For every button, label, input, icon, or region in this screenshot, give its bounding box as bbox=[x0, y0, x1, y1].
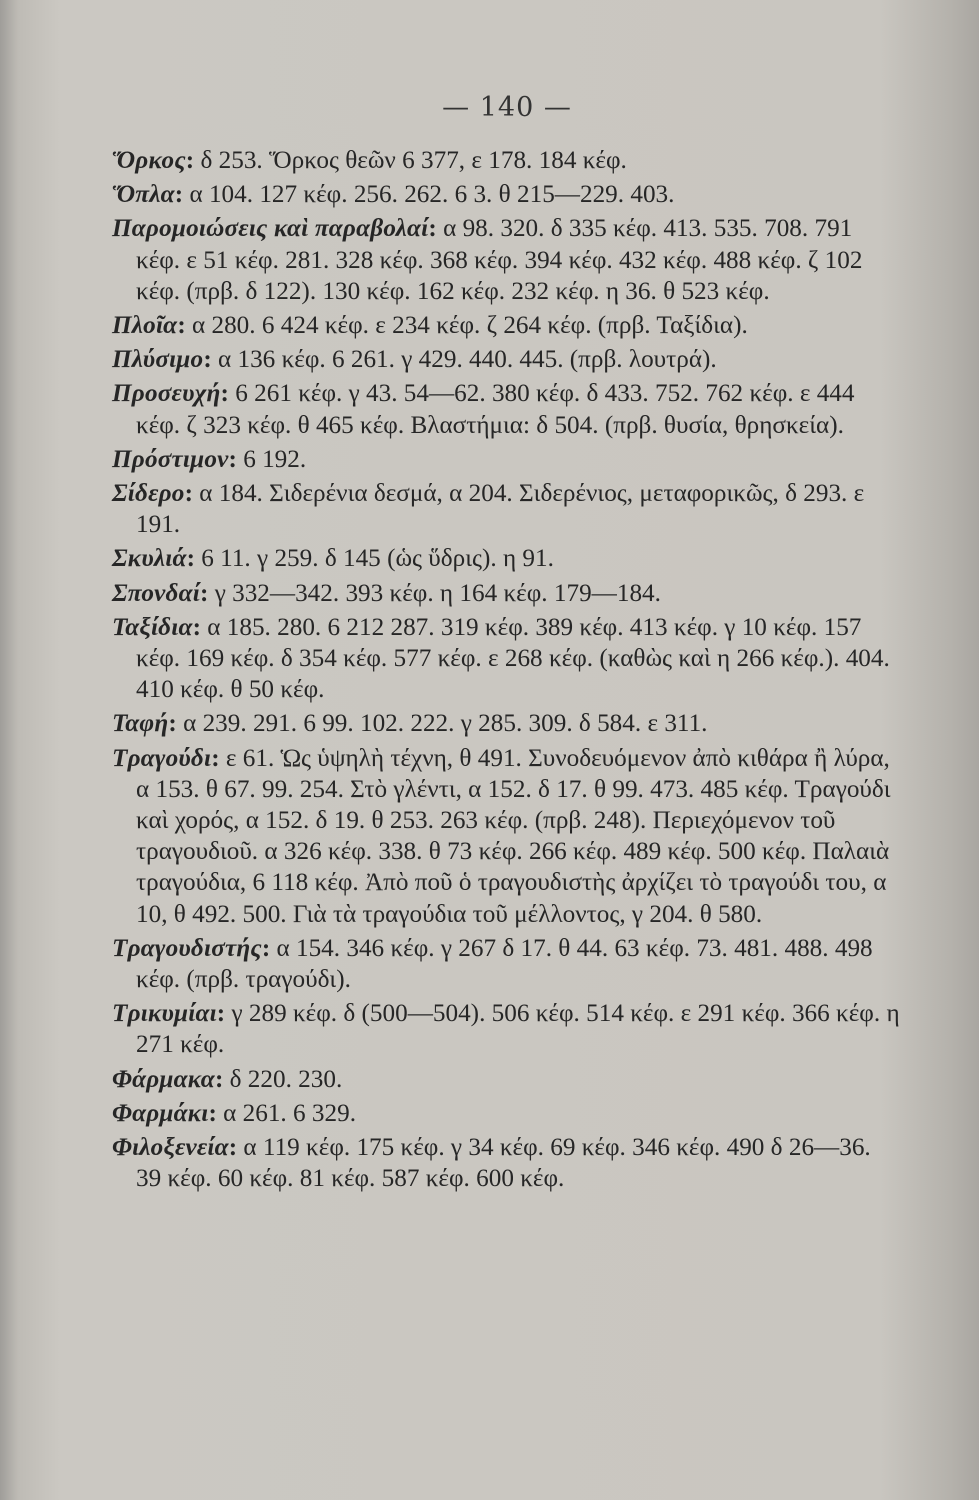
index-references: α 104. 127 κέφ. 256. 262. 6 3. θ 215—229. 403. bbox=[189, 181, 675, 209]
index-term: Ὅπλα bbox=[112, 181, 175, 209]
index-entry: Τραγούδι: ε 61. Ὡς ὑψηλὴ τέχνη, θ 491. Συνοδευόμενον ἀπὸ κιθάρα ἢ λύρα, α 153. θ 67. 99. 254. Στὸ γλέντι, α 152. δ 17. θ 99. 473. 485 κέφ. Τραγούδι καὶ χορός, α 152. δ 19. θ 253. 263 κέφ. (πρβ. 248). Περιεχόμενον τοῦ τραγουδιοῦ. α 326 κέφ. 338. θ 73 κέφ. 266 κέφ. 489 κέφ. 500 κέφ. Παλαιὰ τραγούδια, 6 118 κέφ. Ἀπὸ ποῦ ὁ τραγουδιστὴς ἀρχίζει τὸ τραγούδι του, α 10, θ 492. 500. Γιὰ τὰ τραγούδια τοῦ μέλλοντος, γ 204. θ 580. bbox=[112, 744, 891, 928]
index-term: Τραγούδι bbox=[112, 744, 212, 772]
index-entry: Ταφή: α 239. 291. 6 99. 102. 222. γ 285. 309. δ 584. ε 311. bbox=[112, 710, 708, 738]
page-content bbox=[112, 92, 902, 1198]
index-term: Ταξίδια bbox=[112, 613, 193, 641]
index-entry: Σκυλιά: 6 11. γ 259. δ 145 (ὡς ὕδρις). η 91. bbox=[112, 545, 554, 573]
index-references: γ 332—342. 393 κέφ. η 164 κέφ. 179—184. bbox=[214, 579, 661, 607]
index-term: Πρόστιμον bbox=[112, 445, 229, 473]
index-entry: Τραγουδιστής: α 154. 346 κέφ. γ 267 δ 17. θ 44. 63 κέφ. 73. 481. 488. 498 κέφ. (πρβ. τραγούδι). bbox=[112, 934, 873, 994]
index-entry: Ὅπλα: α 104. 127 κέφ. 256. 262. 6 3. θ 215—229. 403. bbox=[112, 181, 675, 209]
index-entry: Παρομοιώσεις καὶ παραβολαί: α 98. 320. δ 335 κέφ. 413. 535. 708. 791 κέφ. ε 51 κέφ. 281. 328 κέφ. 368 κέφ. 394 κέφ. 432 κέφ. 488 κέφ. ζ 102 κέφ. (πρβ. δ 122). 130 κέφ. 162 κέφ. 232 κέφ. η 36. θ 523 κέφ. bbox=[112, 215, 863, 305]
index-term: Σίδερο bbox=[112, 480, 185, 508]
index-references: α 136 κέφ. 6 261. γ 429. 440. 445. (πρβ. λουτρά). bbox=[218, 346, 717, 374]
index-entries bbox=[112, 145, 902, 1195]
index-references: γ 289 κέφ. δ (500—504). 506 κέφ. 514 κέφ. ε 291 κέφ. 366 κέφ. η 271 κέφ. bbox=[136, 1000, 900, 1059]
index-entry: Πλοῖα: α 280. 6 424 κέφ. ε 234 κέφ. ζ 264 κέφ. (πρβ. Ταξίδια). bbox=[112, 312, 748, 340]
index-term: Προσευχή bbox=[112, 380, 221, 408]
index-term: Φαρμάκι bbox=[112, 1099, 209, 1127]
index-term: Τρικυμίαι bbox=[112, 1000, 217, 1028]
index-term: Σκυλιά bbox=[112, 545, 187, 573]
index-entry: Ὅρκος: δ 253. Ὅρκος θεῶν 6 377, ε 178. 184 κέφ. bbox=[112, 147, 627, 174]
index-term: Τραγουδιστής bbox=[112, 934, 262, 962]
index-entry: Σπονδαί: γ 332—342. 393 κέφ. η 164 κέφ. 179—184. bbox=[112, 579, 661, 607]
index-references: α 98. 320. δ 335 κέφ. 413. 535. 708. 791 κέφ. ε 51 κέφ. 281. 328 κέφ. 368 κέφ. 394 κέφ. 432 κέφ. 488 κέφ. ζ 102 κέφ. (πρβ. δ 122). 130 κέφ. 162 κέφ. 232 κέφ. η 36. θ 523 κέφ. bbox=[136, 215, 863, 305]
index-references: α 261. 6 329. bbox=[223, 1099, 356, 1127]
index-term: Φιλοξενεία bbox=[112, 1134, 229, 1162]
index-references: α 185. 280. 6 212 287. 319 κέφ. 389 κέφ. 413 κέφ. γ 10 κέφ. 157 κέφ. 169 κέφ. δ 354 κέφ. 577 κέφ. ε 268 κέφ. (καθὼς καὶ η 266 κέφ.). 404. 410 κέφ. θ 50 κέφ. bbox=[136, 613, 890, 704]
index-references: ε 61. Ὡς ὑψηλὴ τέχνη, θ 491. Συνοδευόμενον ἀπὸ κιθάρα ἢ λύρα, α 153. θ 67. 99. 254. Στὸ γλέντι, α 152. δ 17. θ 99. 473. 485 κέφ. Τραγούδι καὶ χορός, α 152. δ 19. θ 253. 263 κέφ. (πρβ. 248). Περιεχόμενον τοῦ τραγουδιοῦ. α 326 κέφ. 338. θ 73 κέφ. 266 κέφ. 489 κέφ. 500 κέφ. Παλαιὰ τραγούδια, 6 118 κέφ. Ἀπὸ ποῦ ὁ τραγουδιστὴς ἀρχίζει τὸ τραγούδι του, α 10, θ 492. 500. Γιὰ τὰ τραγούδια τοῦ μέλλοντος, γ 204. θ 580. bbox=[136, 744, 891, 928]
index-references: δ 253. Ὅρκος θεῶν 6 377, ε 178. 184 κέφ. bbox=[200, 147, 627, 174]
index-term: Πλύσιμο bbox=[112, 346, 204, 374]
index-entry: Προσευχή: 6 261 κέφ. γ 43. 54—62. 380 κέφ. δ 433. 752. 762 κέφ. ε 444 κέφ. ζ 323 κέφ. θ 465 κέφ. Βλαστήμια: δ 504. (πρβ. θυσία, θρησκεία). bbox=[112, 380, 855, 439]
index-references: 6 11. γ 259. δ 145 (ὡς ὕδρις). η 91. bbox=[201, 545, 554, 573]
index-entry: Πρόστιμον: 6 192. bbox=[112, 445, 307, 473]
index-term: Φάρμακα bbox=[112, 1065, 215, 1093]
index-term: Παρομοιώσεις καὶ παραβολαί bbox=[112, 215, 429, 243]
index-entry: Φαρμάκι: α 261. 6 329. bbox=[112, 1099, 356, 1127]
index-references: α 184. Σιδερένια δεσμά, α 204. Σιδερένιος, μεταφορικῶς, δ 293. ε 191. bbox=[136, 480, 865, 539]
index-references: α 239. 291. 6 99. 102. 222. γ 285. 309. δ 584. ε 311. bbox=[183, 710, 708, 738]
index-entry: Φάρμακα: δ 220. 230. bbox=[112, 1065, 343, 1093]
index-entry: Πλύσιμο: α 136 κέφ. 6 261. γ 429. 440. 445. (πρβ. λουτρά). bbox=[112, 346, 717, 374]
index-entry: Ταξίδια: α 185. 280. 6 212 287. 319 κέφ. 389 κέφ. 413 κέφ. γ 10 κέφ. 157 κέφ. 169 κέφ. δ 354 κέφ. 577 κέφ. ε 268 κέφ. (καθὼς καὶ η 266 κέφ.). 404. 410 κέφ. θ 50 κέφ. bbox=[112, 613, 890, 704]
index-term: Ταφή bbox=[112, 710, 169, 738]
index-references: α 280. 6 424 κέφ. ε 234 κέφ. ζ 264 κέφ. (πρβ. Ταξίδια). bbox=[192, 312, 748, 340]
index-references: 6 192. bbox=[243, 445, 307, 473]
index-term: Πλοῖα bbox=[112, 312, 178, 340]
page-number: — 140 — bbox=[442, 92, 572, 123]
index-term: Ὅρκος bbox=[112, 147, 186, 174]
index-references: δ 220. 230. bbox=[229, 1065, 343, 1093]
index-references: α 119 κέφ. 175 κέφ. γ 34 κέφ. 69 κέφ. 346 κέφ. 490 δ 26—36. 39 κέφ. 60 κέφ. 81 κέφ. 587 κέφ. 600 κέφ. bbox=[136, 1134, 871, 1193]
index-term: Σπονδαί bbox=[112, 579, 200, 607]
index-references: α 154. 346 κέφ. γ 267 δ 17. θ 44. 63 κέφ. 73. 481. 488. 498 κέφ. (πρβ. τραγούδι). bbox=[136, 934, 873, 994]
index-references: 6 261 κέφ. γ 43. 54—62. 380 κέφ. δ 433. 752. 762 κέφ. ε 444 κέφ. ζ 323 κέφ. θ 465 κέφ. Βλαστήμια: δ 504. (πρβ. θυσία, θρησκεία). bbox=[136, 380, 855, 439]
index-entry: Τρικυμίαι: γ 289 κέφ. δ (500—504). 506 κέφ. 514 κέφ. ε 291 κέφ. 366 κέφ. η 271 κέφ. bbox=[112, 1000, 900, 1059]
index-entry: Φιλοξενεία: α 119 κέφ. 175 κέφ. γ 34 κέφ. 69 κέφ. 346 κέφ. 490 δ 26—36. 39 κέφ. 60 κέφ. 81 κέφ. 587 κέφ. 600 κέφ. bbox=[112, 1134, 871, 1193]
index-entry: Σίδερο: α 184. Σιδερένια δεσμά, α 204. Σιδερένιος, μεταφορικῶς, δ 293. ε 191. bbox=[112, 480, 865, 539]
